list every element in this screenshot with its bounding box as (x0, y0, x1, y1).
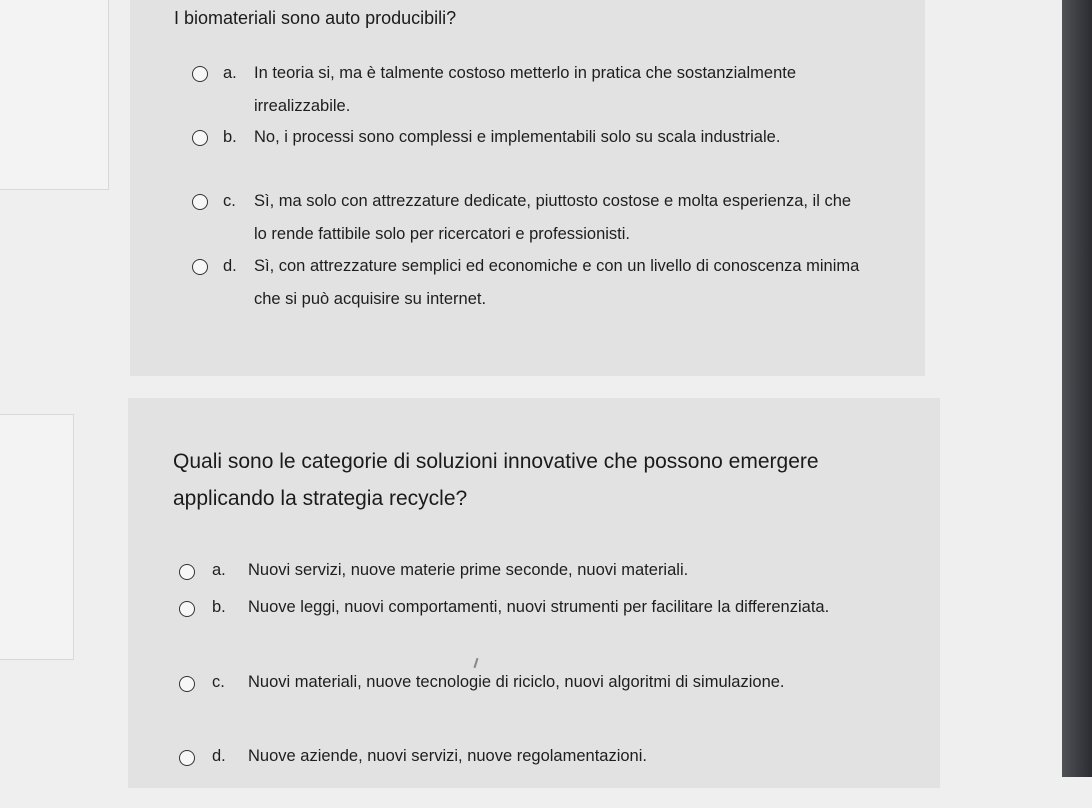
question-title: I biomateriali sono auto producibili? (174, 8, 457, 28)
radio-button[interactable] (192, 194, 208, 210)
radio-button[interactable] (179, 564, 195, 580)
option-text: Nuove leggi, nuovi comportamenti, nuovi strumenti per facilitare la differenziata. (248, 598, 830, 616)
radio-button[interactable] (192, 66, 208, 82)
option-text: Sì, ma solo con attrezzature dedicate, piuttosto costose e molta esperienza, il che lo rende fattibile solo per ricercatori e professionisti. (254, 192, 852, 243)
answer-option-b[interactable] (192, 121, 892, 181)
answer-option-d[interactable] (192, 250, 892, 310)
left-page-panel (0, 0, 109, 190)
option-letter: c. (223, 192, 236, 210)
question-card-biomaterials (130, 0, 925, 376)
screen-edge (1062, 0, 1092, 777)
radio-button[interactable] (179, 676, 195, 692)
option-letter: d. (212, 747, 226, 765)
answer-option-a[interactable] (192, 57, 892, 117)
option-letter: d. (223, 257, 237, 275)
answer-option-c[interactable] (179, 664, 909, 734)
radio-button[interactable] (192, 259, 208, 275)
answer-option-d[interactable] (179, 738, 909, 808)
radio-button[interactable] (192, 130, 208, 146)
option-text: Sì, con attrezzature semplici ed economiche e con un livello di conoscenza minima che si può acquisire su internet. (254, 257, 860, 308)
option-text: Nuovi servizi, nuove materie prime seconde, nuovi materiali. (248, 561, 689, 579)
option-text: In teoria si, ma è talmente costoso metterlo in pratica che sostanzialmente irrealizzabile. (254, 64, 797, 115)
question-title: Quali sono le categorie di soluzioni innovative che possono emergere applicando la strategia recycle? (173, 450, 819, 510)
option-text: Nuovi materiali, nuove tecnologie di riciclo, nuovi algoritmi di simulazione. (248, 673, 785, 691)
option-letter: b. (223, 128, 237, 146)
option-letter: a. (212, 561, 226, 579)
option-text: No, i processi sono complessi e implementabili solo su scala industriale. (254, 128, 781, 146)
option-letter: b. (212, 598, 226, 616)
answer-option-c[interactable] (192, 185, 892, 245)
question-card-recycle (128, 398, 940, 788)
radio-button[interactable] (179, 601, 195, 617)
option-letter: a. (223, 64, 237, 82)
left-page-panel (0, 414, 74, 660)
option-letter: c. (212, 673, 225, 691)
radio-button[interactable] (179, 750, 195, 766)
answer-option-b[interactable] (179, 589, 909, 659)
option-text: Nuove aziende, nuovi servizi, nuove regolamentazioni. (248, 747, 647, 765)
